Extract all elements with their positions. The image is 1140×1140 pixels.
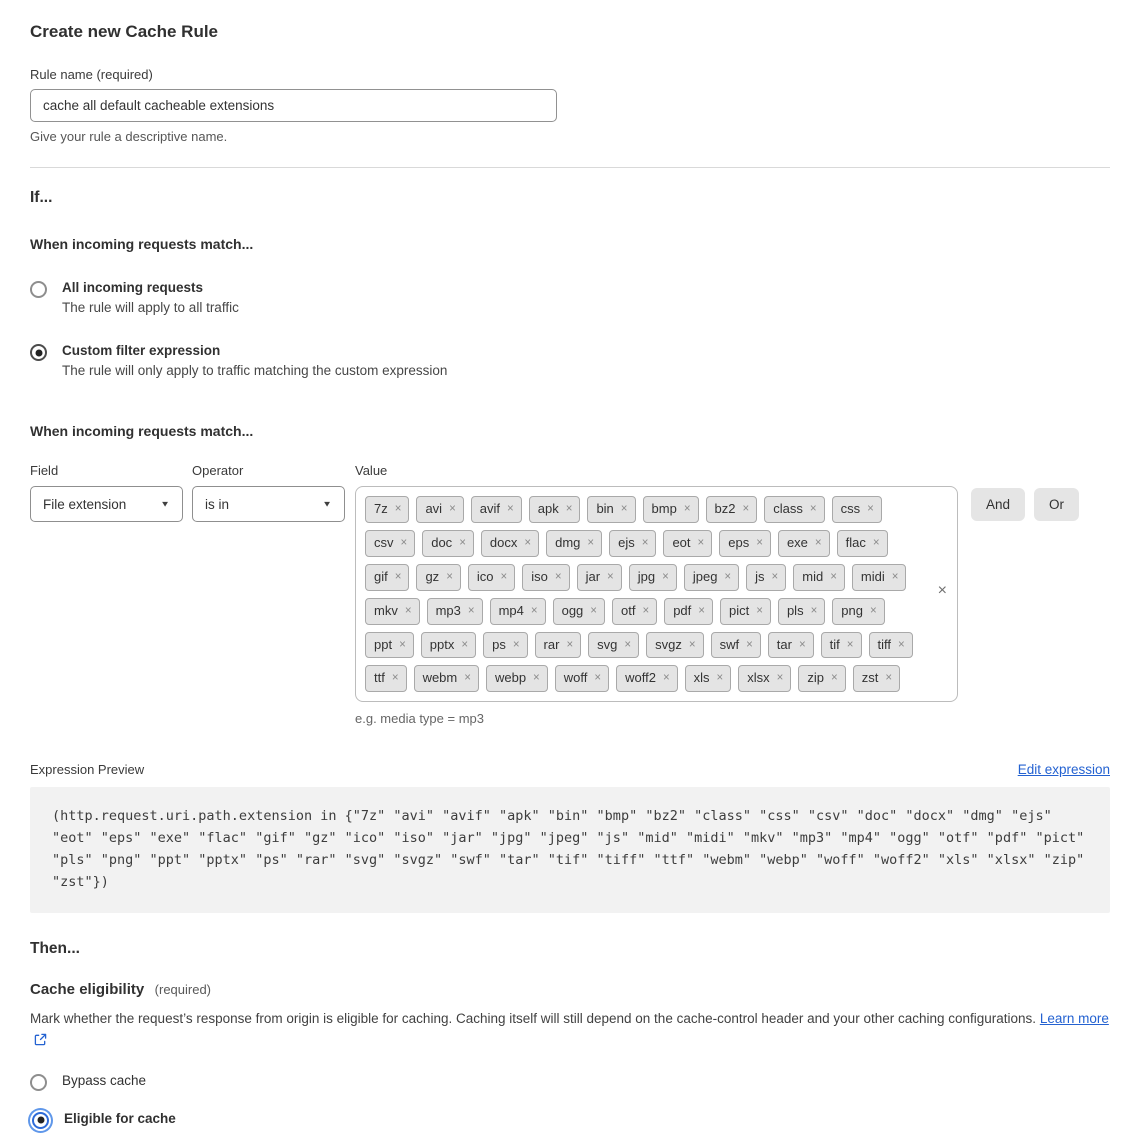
remove-tag-icon[interactable]: × — [898, 638, 905, 651]
learn-more-link[interactable]: Learn more — [1039, 1010, 1109, 1026]
value-tag[interactable]: zst × — [853, 665, 900, 692]
value-multiselect[interactable] — [355, 486, 958, 702]
value-tag[interactable]: svg × — [588, 632, 639, 659]
remove-tag-icon[interactable]: × — [587, 536, 595, 549]
value-tag[interactable]: css × — [832, 496, 882, 523]
cache-eligibility-label: Cache eligibility — [30, 980, 145, 998]
remove-tag-icon[interactable]: × — [642, 604, 650, 617]
remove-tag-icon[interactable]: × — [662, 672, 670, 685]
radio-custom-filter-expression[interactable] — [30, 344, 47, 361]
value-tag[interactable]: docx × — [481, 530, 539, 557]
value-tag[interactable]: mkv × — [365, 598, 420, 625]
value-tag[interactable]: tif × — [821, 632, 862, 659]
remove-tag-icon[interactable]: × — [464, 672, 471, 685]
option-all-incoming-requests[interactable] — [30, 280, 1110, 315]
rule-name-label: Rule name (required) — [30, 67, 153, 82]
remove-tag-icon[interactable]: × — [449, 502, 456, 515]
radio-description: The rule will only apply to traffic matching the custom expression — [62, 363, 448, 378]
remove-tag-icon[interactable]: × — [404, 604, 412, 617]
remove-tag-icon[interactable]: × — [814, 536, 822, 549]
remove-tag-icon[interactable]: × — [566, 638, 574, 651]
and-button[interactable]: And — [971, 488, 1025, 521]
remove-tag-icon[interactable]: × — [394, 570, 402, 583]
value-tag[interactable]: ttf × — [365, 665, 407, 692]
remove-tag-icon[interactable]: × — [756, 536, 763, 549]
value-tag[interactable]: zip × — [798, 665, 845, 692]
remove-tag-icon[interactable]: × — [565, 502, 573, 515]
if-heading: If... — [30, 189, 53, 206]
remove-tag-icon[interactable]: × — [798, 638, 806, 651]
value-tag[interactable]: midi × — [852, 564, 907, 591]
radio-label: All incoming requests — [62, 280, 204, 295]
option-eligible-for-cache[interactable] — [30, 1111, 1110, 1129]
remove-tag-icon[interactable]: × — [459, 536, 466, 549]
rule-name-input[interactable] — [30, 89, 557, 122]
remove-tag-icon[interactable]: × — [756, 604, 763, 617]
value-tag[interactable]: tar × — [768, 632, 814, 659]
remove-tag-icon[interactable]: × — [512, 638, 520, 651]
remove-tag-icon[interactable]: × — [467, 604, 475, 617]
value-tag[interactable]: xlsx × — [738, 665, 791, 692]
value-tag[interactable]: ogg × — [553, 598, 605, 625]
value-tag[interactable]: bz2 × — [706, 496, 758, 523]
value-tag[interactable]: mid × — [793, 564, 845, 591]
value-tag[interactable]: apk × — [529, 496, 581, 523]
value-label: Value — [355, 463, 388, 478]
remove-tag-icon[interactable]: × — [846, 638, 854, 651]
remove-tag-icon[interactable]: × — [810, 604, 818, 617]
value-tag[interactable]: js × — [746, 564, 786, 591]
operator-select[interactable] — [192, 486, 345, 522]
value-tag[interactable]: tiff × — [869, 632, 913, 659]
remove-tag-icon[interactable]: × — [724, 570, 732, 583]
radio-label: Eligible for cache — [64, 1110, 176, 1126]
value-tag[interactable]: pptx × — [421, 632, 476, 659]
remove-tag-icon[interactable]: × — [867, 502, 874, 515]
clear-all-icon[interactable]: × — [937, 582, 947, 599]
value-tag[interactable]: pls × — [778, 598, 825, 625]
value-tag[interactable]: gz × — [416, 564, 460, 591]
remove-tag-icon[interactable]: × — [831, 672, 838, 685]
option-custom-filter-expression[interactable] — [30, 343, 1110, 378]
expression-preview-code: (http.request.uri.path.extension in {"7z" "avi" "avif" "apk" "bin" "bmp" "bz2" "class" "css" "csv" "doc" "docx" "dmg" "ejs" "eot" "eps" "exe" "flac" "gif" "gz" "ico" "iso" "jar" "jpg" "jpeg" "js" "mid" "midi" "mkv" "mp3" "mp4" "ogg" "otf" "pdf" "pict" "pls" "png" "ppt" "pptx" "ps" "rar" "svg" "svgz" "swf" "tar" "tif" "tiff" "ttf" "webm" "webp" "woff" "woff2" "xls" "xlsx" "zip" "zst"}) — [30, 787, 1110, 912]
option-bypass-cache[interactable] — [30, 1073, 1110, 1091]
value-tag[interactable]: gif × — [365, 564, 409, 591]
value-tag[interactable]: svgz × — [646, 632, 703, 659]
remove-tag-icon[interactable]: × — [746, 638, 753, 651]
remove-tag-icon[interactable]: × — [507, 502, 514, 515]
external-link-icon — [34, 1031, 47, 1053]
radio-description: The rule will apply to all traffic — [62, 300, 239, 315]
chevron-down-icon: ▼ — [322, 499, 332, 509]
remove-tag-icon[interactable]: × — [500, 570, 508, 583]
value-tag[interactable]: ejs × — [609, 530, 656, 557]
remove-tag-icon[interactable]: × — [716, 672, 724, 685]
value-tag[interactable]: exe × — [778, 530, 830, 557]
value-tag[interactable]: otf × — [612, 598, 657, 625]
value-tag[interactable]: png × — [832, 598, 884, 625]
value-tag[interactable]: xls × — [685, 665, 732, 692]
remove-tag-icon[interactable]: × — [524, 536, 532, 549]
value-tag[interactable]: bmp × — [643, 496, 699, 523]
value-tags — [365, 496, 919, 692]
page-title: Create new Cache Rule — [30, 22, 219, 41]
value-tag[interactable]: woff2 × — [616, 665, 678, 692]
value-hint: e.g. media type = mp3 — [355, 711, 484, 727]
radio-eligible-for-cache[interactable] — [32, 1112, 49, 1129]
value-tag[interactable]: pdf × — [664, 598, 713, 625]
value-tag[interactable]: ppt × — [365, 632, 414, 659]
value-tag[interactable]: doc × — [422, 530, 474, 557]
value-tag[interactable]: mp4 × — [490, 598, 546, 625]
remove-tag-icon[interactable]: × — [446, 570, 453, 583]
value-tag[interactable]: ico × — [468, 564, 515, 591]
value-tag[interactable]: webp × — [486, 665, 548, 692]
value-tag[interactable]: eps × — [719, 530, 771, 557]
remove-tag-icon[interactable]: × — [620, 502, 628, 515]
cache-eligibility-heading — [30, 981, 1110, 999]
field-select-value: File extension — [43, 496, 127, 512]
value-tag[interactable]: swf × — [711, 632, 761, 659]
value-tag[interactable]: mp3 × — [427, 598, 483, 625]
remove-tag-icon[interactable]: × — [885, 672, 893, 685]
rule-name-help: Give your rule a descriptive name. — [30, 129, 228, 144]
value-tag[interactable]: jpg × — [629, 564, 677, 591]
field-select[interactable] — [30, 486, 183, 522]
remove-tag-icon[interactable]: × — [399, 638, 406, 651]
remove-tag-icon[interactable]: × — [594, 672, 602, 685]
value-tag[interactable]: class × — [764, 496, 824, 523]
value-tag[interactable]: jpeg × — [684, 564, 739, 591]
radio-label: Custom filter expression — [62, 343, 221, 358]
remove-tag-icon[interactable]: × — [771, 570, 779, 583]
match-heading-2: When incoming requests match... — [30, 423, 254, 439]
remove-tag-icon[interactable]: × — [624, 638, 632, 651]
remove-tag-icon[interactable]: × — [697, 536, 705, 549]
remove-tag-icon[interactable]: × — [870, 604, 877, 617]
remove-tag-icon[interactable]: × — [891, 570, 899, 583]
remove-tag-icon[interactable]: × — [776, 672, 784, 685]
required-note: (required) — [154, 981, 212, 997]
value-tag[interactable]: jar × — [577, 564, 622, 591]
radio-bypass-cache[interactable] — [30, 1074, 47, 1091]
remove-tag-icon[interactable]: × — [698, 604, 705, 617]
cache-eligibility-description — [30, 1008, 1110, 1053]
remove-tag-icon[interactable]: × — [688, 638, 696, 651]
value-tag[interactable]: webm × — [414, 665, 479, 692]
expression-builder — [30, 463, 1110, 702]
value-tag[interactable]: pict × — [720, 598, 771, 625]
value-tag[interactable]: rar × — [535, 632, 582, 659]
remove-tag-icon[interactable]: × — [461, 638, 469, 651]
remove-tag-icon[interactable]: × — [590, 604, 598, 617]
remove-tag-icon[interactable]: × — [530, 604, 538, 617]
value-tag[interactable]: 7z × — [365, 496, 409, 523]
remove-tag-icon[interactable]: × — [683, 502, 691, 515]
value-tag[interactable]: avif × — [471, 496, 522, 523]
operator-label: Operator — [192, 463, 244, 478]
remove-tag-icon[interactable]: × — [533, 672, 540, 685]
remove-tag-icon[interactable]: × — [391, 672, 399, 685]
edit-expression-link[interactable]: Edit expression — [1017, 762, 1110, 778]
remove-tag-icon[interactable]: × — [872, 536, 880, 549]
field-label: Field — [30, 463, 59, 478]
section-divider — [30, 167, 1110, 168]
radio-label: Bypass cache — [62, 1072, 147, 1088]
value-tag[interactable]: csv × — [365, 530, 415, 557]
remove-tag-icon[interactable]: × — [554, 570, 562, 583]
expression-preview-label: Expression Preview — [30, 762, 145, 778]
description-text: Mark whether the request’s response from origin is eligible for caching. Caching itself will still depend on the cache-control header and your other caching configurations. — [30, 1010, 1040, 1026]
or-button[interactable]: Or — [1034, 488, 1079, 521]
remove-tag-icon[interactable]: × — [830, 570, 837, 583]
value-tag[interactable]: flac × — [837, 530, 888, 557]
remove-tag-icon[interactable]: × — [641, 536, 649, 549]
remove-tag-icon[interactable]: × — [400, 536, 408, 549]
remove-tag-icon[interactable]: × — [809, 502, 817, 515]
remove-tag-icon[interactable]: × — [662, 570, 669, 583]
chevron-down-icon: ▼ — [160, 499, 170, 509]
value-tag[interactable]: woff × — [555, 665, 609, 692]
value-tag[interactable]: ps × — [483, 632, 527, 659]
value-tag[interactable]: dmg × — [546, 530, 602, 557]
remove-tag-icon[interactable]: × — [394, 502, 402, 515]
remove-tag-icon[interactable]: × — [607, 570, 614, 583]
value-tag[interactable]: bin × — [587, 496, 635, 523]
match-heading-1: When incoming requests match... — [30, 236, 254, 252]
then-heading: Then... — [30, 939, 80, 957]
value-tag[interactable]: avi × — [416, 496, 463, 523]
remove-tag-icon[interactable]: × — [742, 502, 750, 515]
value-tag[interactable]: iso × — [522, 564, 569, 591]
radio-all-incoming-requests[interactable] — [30, 281, 47, 298]
operator-select-value: is in — [205, 496, 230, 512]
value-tag[interactable]: eot × — [663, 530, 712, 557]
